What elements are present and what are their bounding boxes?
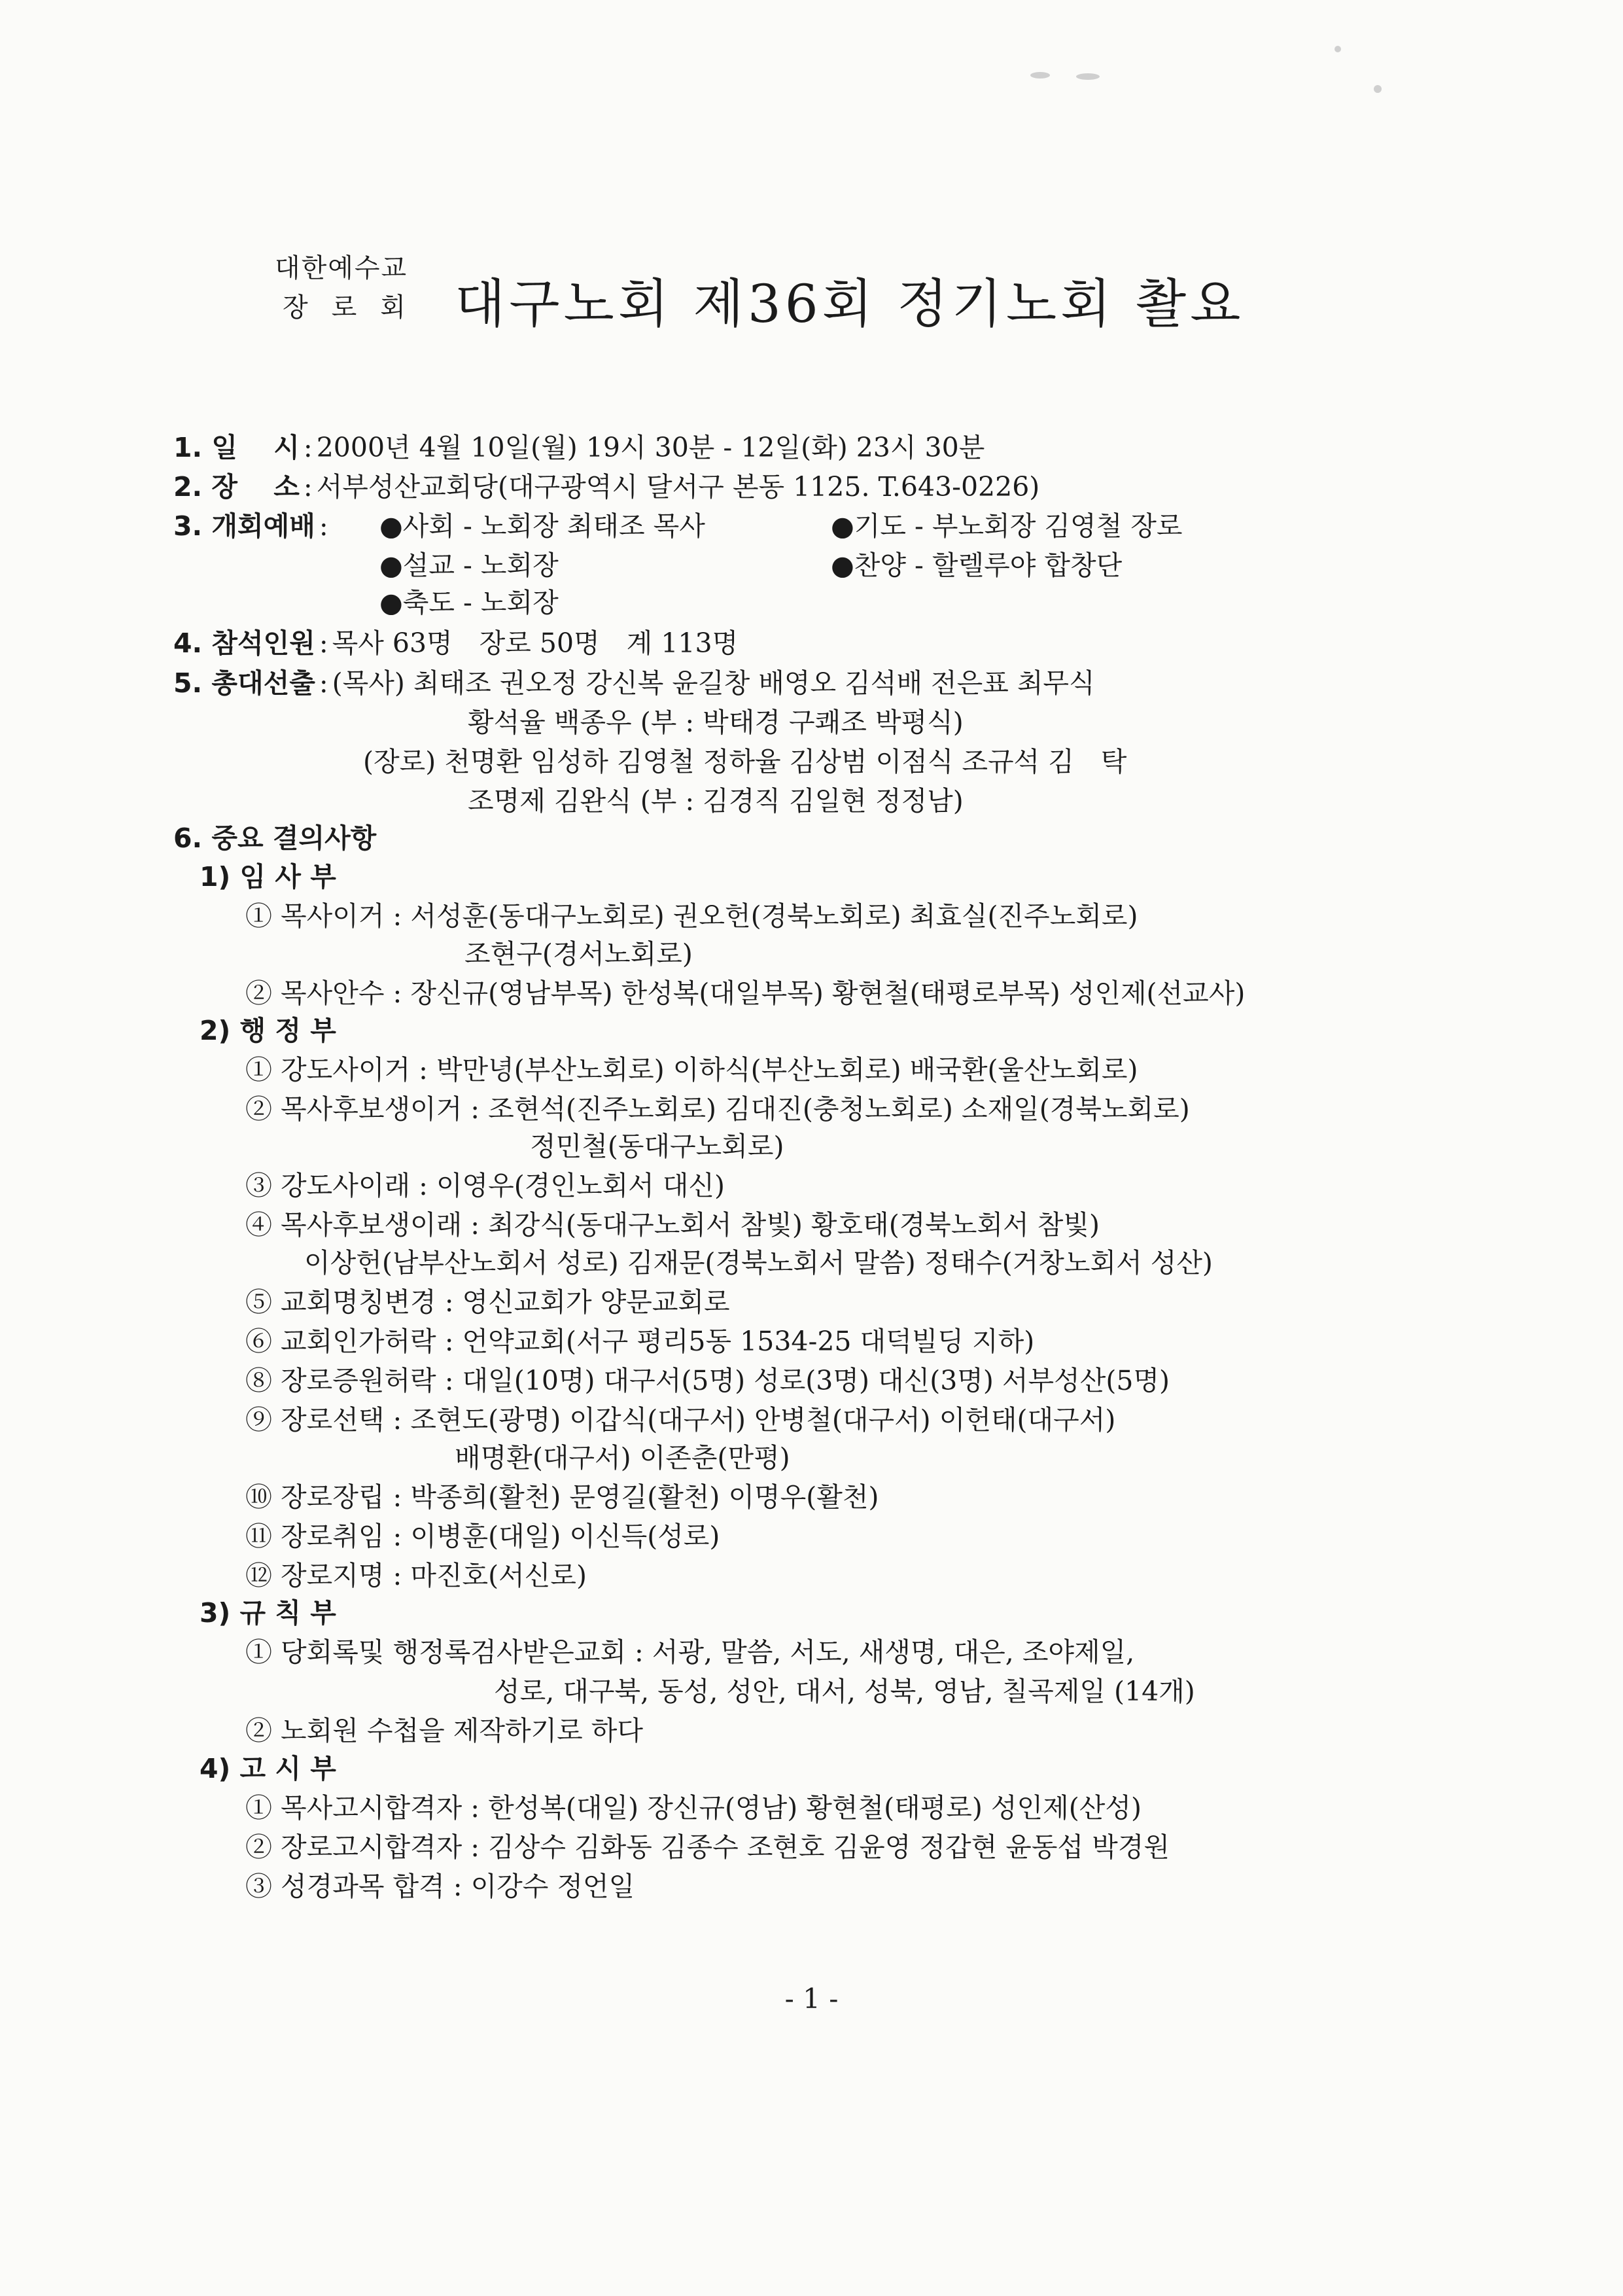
item-resolutions: 6. 중요 결의사항 [173,822,377,854]
section-line: ④ 목사후보생이래 : 최강식(동대구노회서 참빛) 황호태(경북노회서 참빛) [245,1209,1100,1241]
section-title: 4) 고 시 부 [200,1753,336,1784]
item-label: 4. 참석인원 [173,627,315,659]
section-line: ⑩ 장로장립 : 박종희(활천) 문영길(활천) 이명우(활천) [245,1481,879,1513]
item-label: 3. 개회예배 [173,510,315,542]
section-line: 배명환(대구서) 이존춘(만평) [455,1442,790,1474]
page-number: - 1 - [784,1983,839,2015]
section-title: 3) 규 칙 부 [200,1597,336,1629]
item-delegates: 5. 총대선출 : (목사) 최태조 권오정 강신복 윤길창 배영오 김석배 전은표 최무식 [173,667,1095,699]
section-line: ⑧ 장로증원허락 : 대일(10명) 대구서(5명) 성로(3명) 대신(3명) 서부성산(5명) [245,1365,1170,1396]
org-line-1: 대한예수교 [275,253,408,283]
opening-entry: ●축도 - 노회장 [379,587,559,618]
section-line: ⑫ 장로지명 : 마진호(서신로) [245,1560,587,1591]
item-opening: 3. 개회예배 : [173,510,328,542]
opening-entry: ●사회 - 노회장 최태조 목사 [379,510,705,542]
section-title: 2) 행 정 부 [200,1015,336,1046]
item-attendance: 4. 참석인원 : 목사 63명 장로 50명 계 113명 [173,627,739,659]
section-line: ⑤ 교회명칭변경 : 영신교회가 양문교회로 [245,1286,730,1318]
item-value: 2000년 4월 10일(월) 19시 30분 - 12일(화) 23시 30분 [316,432,985,463]
opening-entry: ●설교 - 노회장 [379,550,559,581]
section-line: ① 당회록및 행정록검사받은교회 : 서광, 말씀, 서도, 새생명, 대은, 조야제일, [245,1636,1135,1668]
item-date: 1. 일 시 : 2000년 4월 10일(월) 19시 30분 - 12일(화) 23시 30분 [173,432,985,463]
section-line: ② 목사후보생이거 : 조현석(진주노회로) 김대진(충청노회로) 소재일(경북노회로) [245,1093,1190,1125]
section-line: ② 목사안수 : 장신규(영남부목) 한성복(대일부목) 황현철(태평로부목) 성인제(선교사) [245,978,1246,1009]
delegates-line: (장로) 천명환 임성하 김영철 정하율 김상범 이점식 조규석 김 탁 [363,746,1127,777]
delegates-line: 황석율 백종우 (부 : 박태경 구쾌조 박평식) [468,707,964,738]
item-value: 서부성산교회당(대구광역시 달서구 본동 1125. T.643-0226) [316,471,1040,503]
item-label: 2. 장 소 [173,471,300,503]
item-value: 목사 63명 장로 50명 계 113명 [332,627,739,659]
section-title: 1) 임 사 부 [200,861,336,892]
section-line: ① 목사이거 : 서성훈(동대구노회로) 권오헌(경북노회로) 최효실(진주노회로) [245,900,1138,932]
section-line: 조현구(경서노회로) [464,938,693,970]
item-label: 1. 일 시 [173,432,300,463]
opening-entry: ●기도 - 부노회장 김영철 장로 [831,510,1183,542]
section-line: 정민철(동대구노회로) [530,1131,784,1162]
item-place: 2. 장 소 : 서부성산교회당(대구광역시 달서구 본동 1125. T.643-0226) [173,471,1040,503]
section-line: 이상헌(남부산노회서 성로) 김재문(경북노회서 말씀) 정태수(거창노회서 성산) [304,1247,1213,1279]
section-line: ⑪ 장로취임 : 이병훈(대일) 이신득(성로) [245,1521,720,1552]
item-value: (목사) 최태조 권오정 강신복 윤길창 배영오 김석배 전은표 최무식 [332,667,1095,699]
opening-entry: ●찬양 - 할렐루야 합창단 [831,550,1123,581]
section-line: ③ 강도사이래 : 이영우(경인노회서 대신) [245,1170,725,1201]
section-line: ② 장로고시합격자 : 김상수 김화동 김종수 조현호 김윤영 정갑현 윤동섭 박경원 [245,1831,1170,1863]
document-title: 대구노회 제36회 정기노회 촬요 [455,274,1245,334]
delegates-line: 조명제 김완식 (부 : 김경직 김일현 정정남) [468,785,964,817]
item-label: 5. 총대선출 [173,667,315,699]
section-line: ① 목사고시합격자 : 한성복(대일) 장신규(영남) 황현철(태평로) 성인제(산성) [245,1792,1142,1824]
org-line-2: 장로회 [283,292,429,323]
section-line: ⑥ 교회인가허락 : 언약교회(서구 평리5동 1534-25 대덕빌딩 지하) [245,1326,1035,1357]
section-line: ① 강도사이거 : 박만녕(부산노회로) 이하식(부산노회로) 배국환(울산노회로) [245,1054,1138,1086]
section-line: ② 노회원 수첩을 제작하기로 하다 [245,1715,644,1746]
section-line: ③ 성경과목 합격 : 이강수 정언일 [245,1871,635,1902]
section-line: 성로, 대구북, 동성, 성안, 대서, 성북, 영남, 칠곡제일 (14개) [494,1676,1195,1707]
section-line: ⑨ 장로선택 : 조현도(광명) 이갑식(대구서) 안병철(대구서) 이헌태(대구서) [245,1404,1116,1436]
